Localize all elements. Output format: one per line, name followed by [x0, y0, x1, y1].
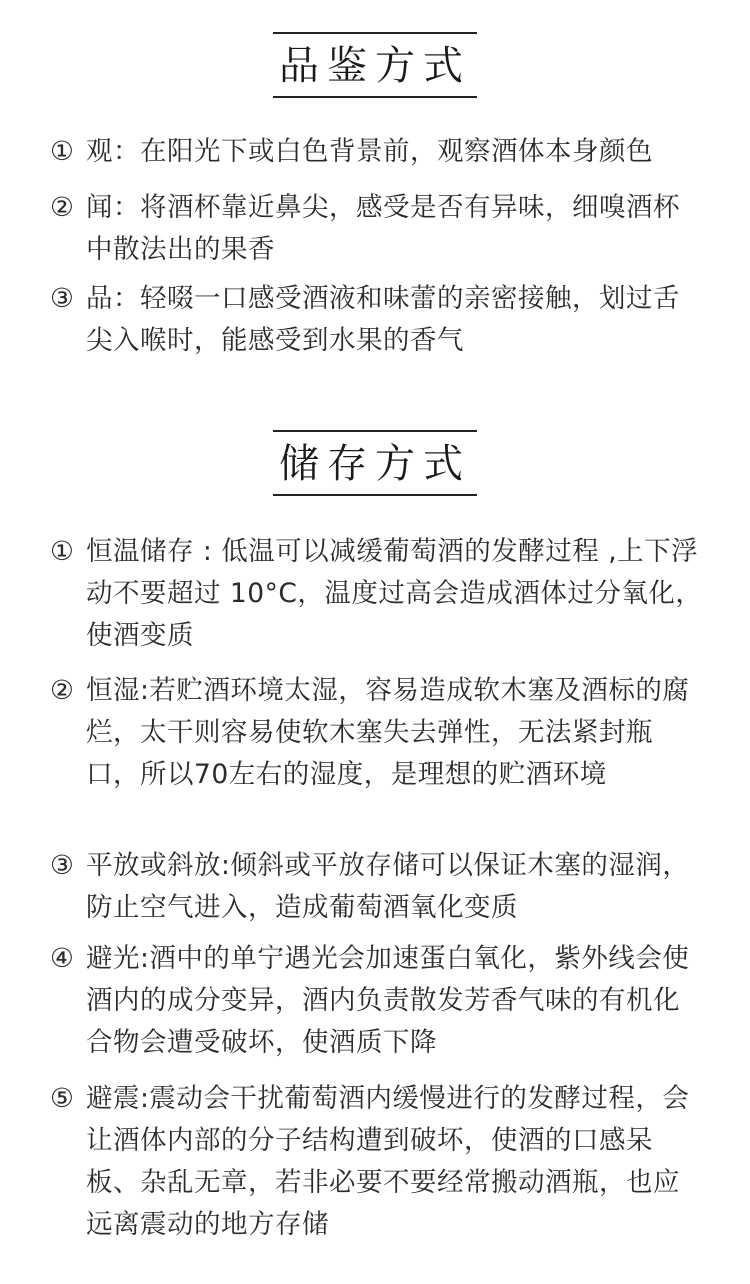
item-number: ② — [50, 675, 75, 706]
item-number: ③ — [50, 850, 75, 881]
item-number: ① — [50, 536, 75, 567]
section-title-storage: 储存方式 — [273, 430, 477, 496]
item-number: ② — [50, 192, 75, 223]
item-text: 品：轻啜一口感受酒液和味蕾的亲密接触，划过舌尖入喉时，能感受到水果的香气 — [86, 283, 680, 356]
tasting-item-3 — [50, 278, 705, 362]
item-text: 闻：将酒杯靠近鼻尖，感受是否有异味，细嗅酒杯中散法出的果香 — [86, 192, 680, 265]
item-text: 避光:酒中的单宁遇光会加速蛋白氧化，紫外线会使酒内的成分变异，酒内负责散发芳香气味的有机化合物会遭受破坏，使酒质下降 — [86, 943, 690, 1058]
tasting-item-2 — [50, 187, 705, 271]
storage-item-4 — [50, 938, 705, 1064]
section-header-tasting — [0, 32, 750, 98]
item-text: 观：在阳光下或白色背景前，观察酒体本身颜色 — [86, 136, 653, 167]
item-number: ③ — [50, 283, 75, 314]
section-title-tasting: 品鉴方式 — [273, 32, 477, 98]
item-text: 平放或斜放:倾斜或平放存储可以保证木塞的湿润，防止空气进入，造成葡萄酒氧化变质 — [86, 850, 690, 923]
item-text: 恒湿:若贮酒环境太湿，容易造成软木塞及酒标的腐烂，太干则容易使软木塞失去弹性，无法紧封瓶口，所以70左右的湿度，是理想的贮酒环境 — [86, 675, 690, 790]
section-header-storage — [0, 430, 750, 496]
item-number: ① — [50, 136, 75, 167]
tasting-item-1 — [50, 131, 705, 173]
item-number: ⑤ — [50, 1083, 75, 1114]
storage-item-3 — [50, 845, 705, 929]
item-number: ④ — [50, 943, 75, 974]
storage-item-1 — [50, 531, 705, 657]
storage-item-2 — [50, 670, 705, 796]
storage-item-5 — [50, 1078, 705, 1246]
item-text: 恒温储存 : 低温可以减缓葡萄酒的发酵过程 ,上下浮动不要超过 10°C，温度过高会造成酒体过分氧化，使酒变质 — [86, 536, 703, 651]
item-text: 避震:震动会干扰葡萄酒内缓慢进行的发酵过程，会让酒体内部的分子结构遭到破坏，使酒的口感呆板、杂乱无章，若非必要不要经常搬动酒瓶，也应远离震动的地方存储 — [86, 1083, 690, 1240]
